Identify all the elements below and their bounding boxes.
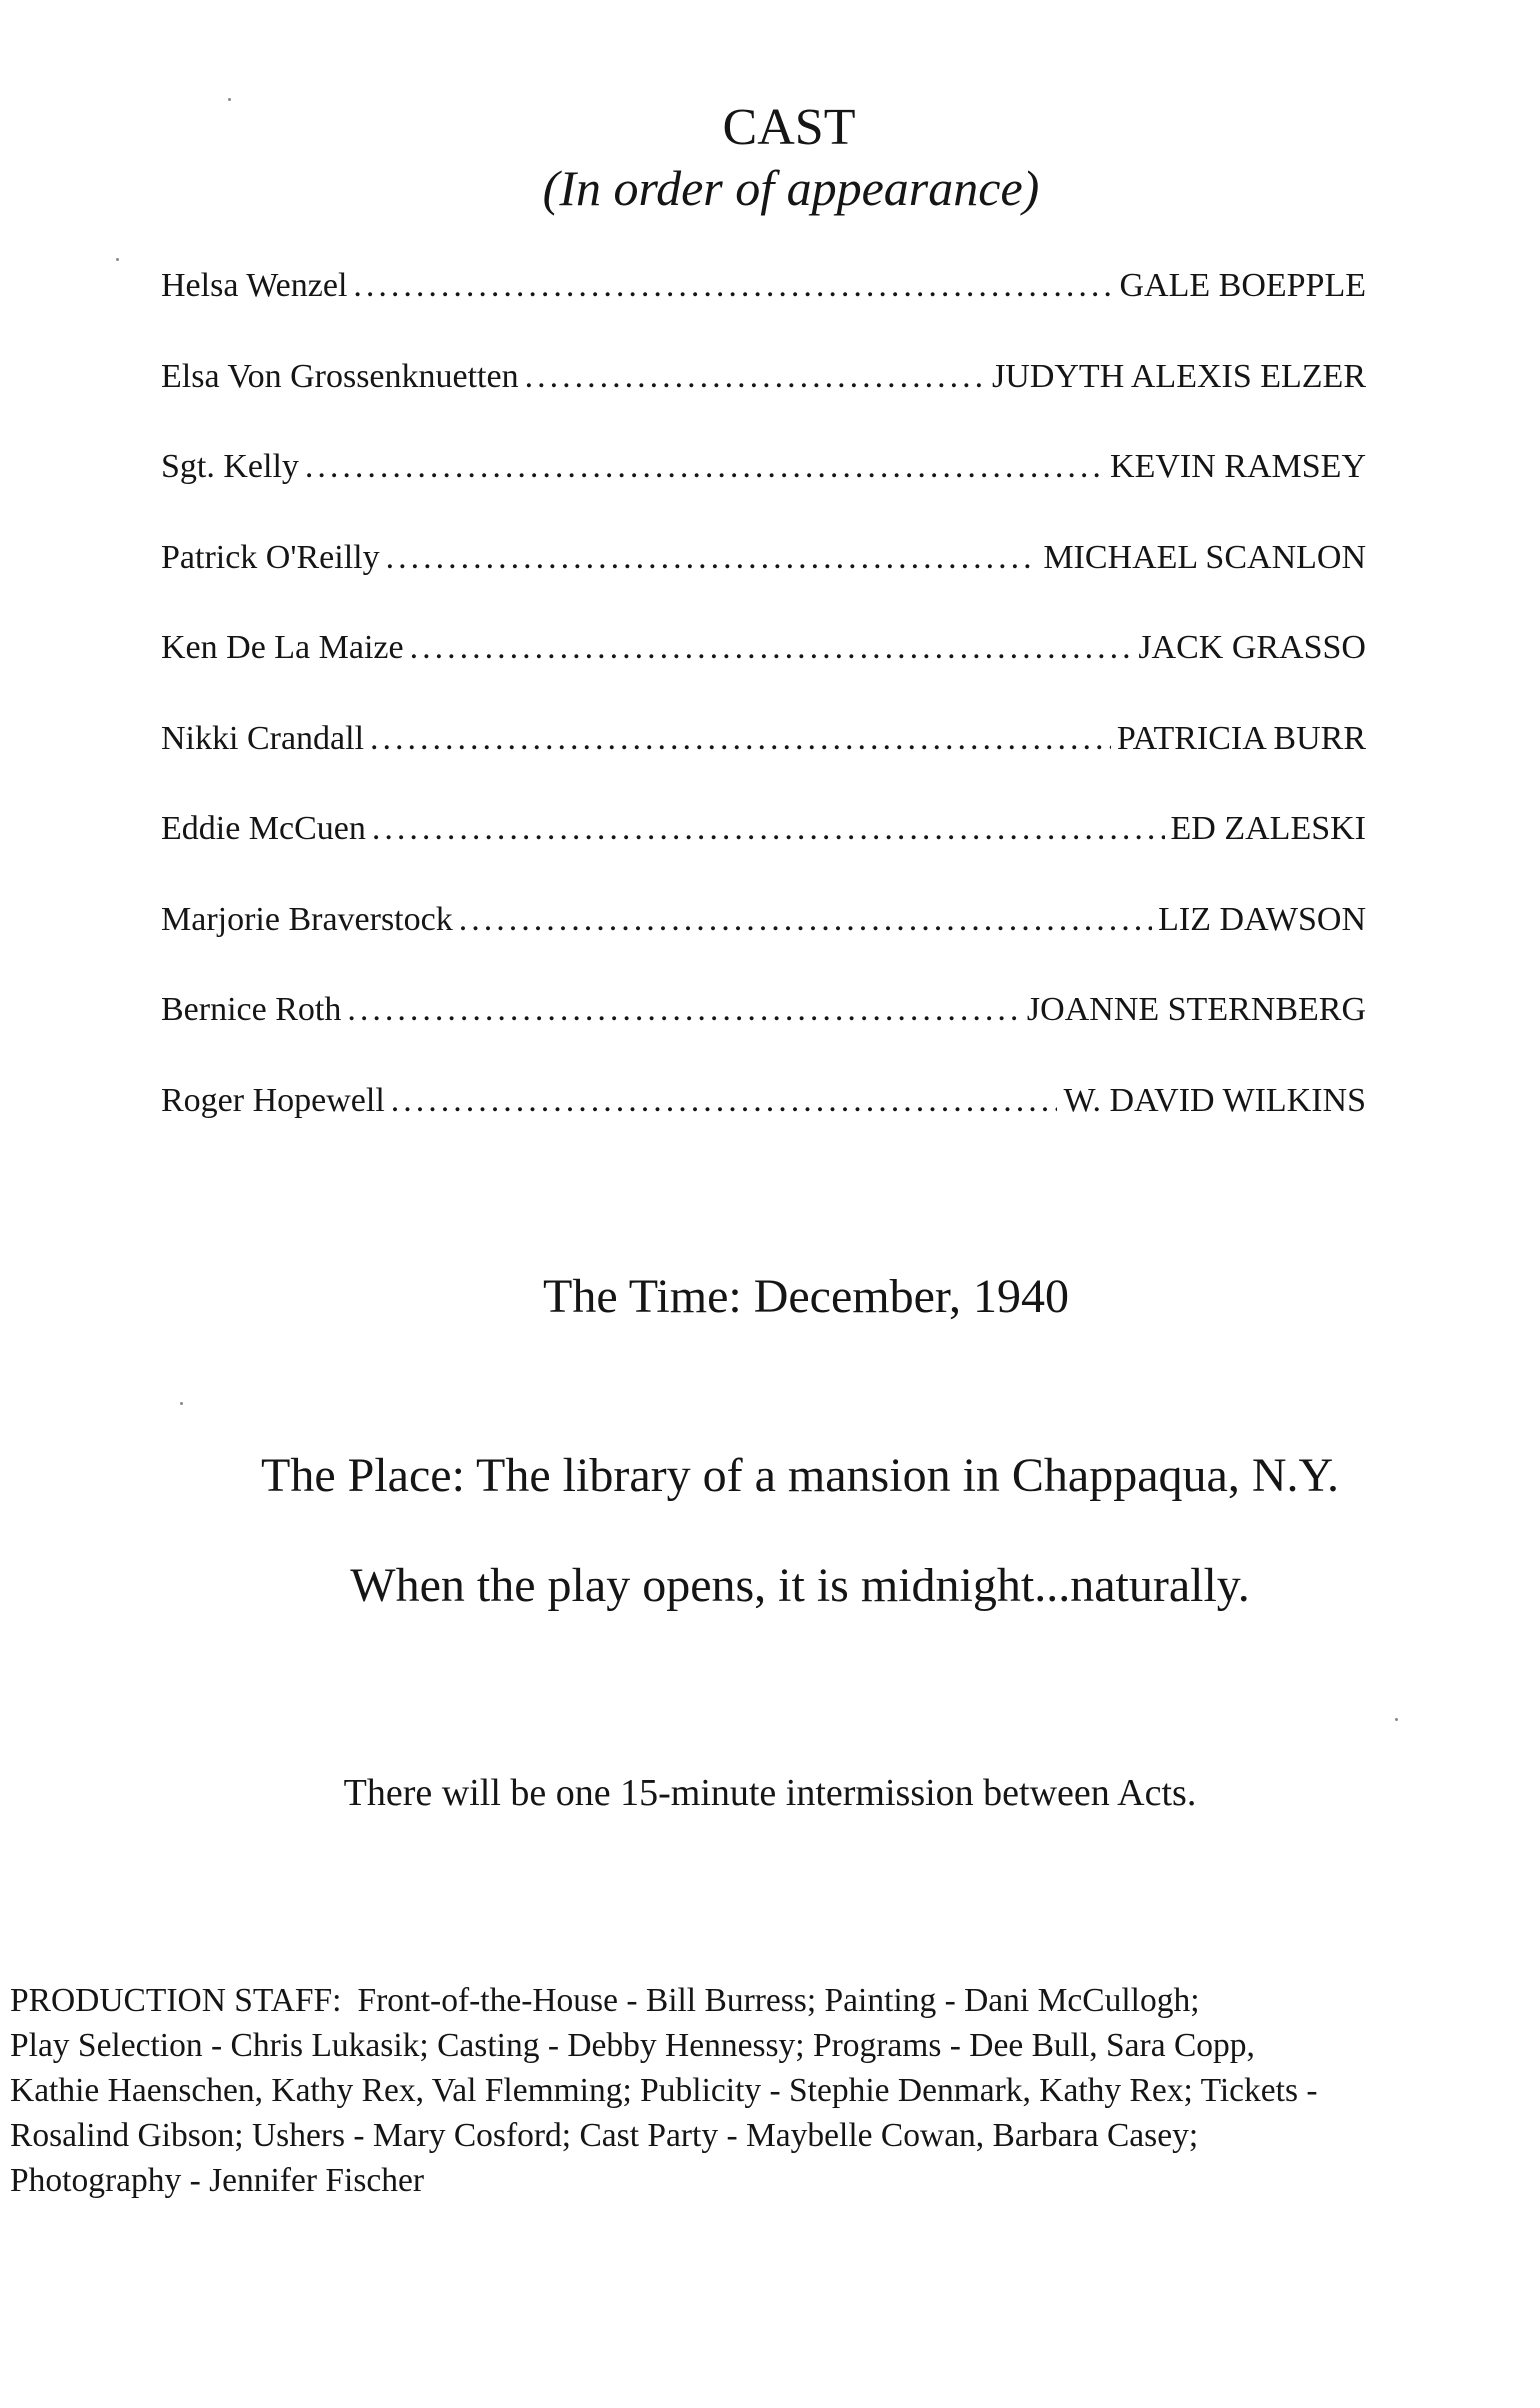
actor-name: JACK GRASSO (1138, 629, 1366, 666)
actor-name: GALE BOEPPLE (1119, 267, 1366, 304)
character-name: Patrick O'Reilly (161, 538, 380, 576)
paper-speck (1395, 1718, 1398, 1721)
dot-leader (525, 349, 986, 405)
cast-row (161, 892, 1366, 983)
dot-leader (391, 1073, 1058, 1129)
actor-name: W. DAVID WILKINS (1063, 1081, 1366, 1119)
dot-leader (459, 892, 1152, 948)
setting-place: The Place: The library of a mansion in Chappaqua, N.Y. (261, 1449, 1339, 1502)
dot-leader (353, 258, 1113, 314)
actor-name: MICHAEL SCANLON (1043, 538, 1366, 576)
dot-leader (305, 439, 1104, 495)
actor-name: PATRICIA BURR (1116, 719, 1366, 757)
setting-opening: When the play opens, it is midnight...naturally. (350, 1559, 1250, 1612)
staff-line-text: Front-of-the-House - Bill Burress; Painting - Dani McCullogh; (357, 1982, 1200, 2019)
staff-line (10, 1978, 1528, 2023)
dot-leader (347, 982, 1021, 1038)
character-name: Ken De La Maize (161, 629, 404, 666)
actor-name: JUDYTH ALEXIS ELZER (992, 357, 1366, 395)
actor-name: ED ZALESKI (1170, 810, 1366, 847)
intermission-note: There will be one 15-minute intermission between Acts. (343, 1772, 1197, 1814)
character-name: Roger Hopewell (161, 1081, 385, 1119)
dot-leader (370, 711, 1111, 767)
dot-leader (386, 530, 1038, 586)
character-name: Helsa Wenzel (161, 267, 348, 304)
cast-row (161, 620, 1366, 711)
cast-row (161, 711, 1366, 802)
actor-name: JOANNE STERNBERG (1026, 991, 1366, 1028)
staff-line: Kathie Haenschen, Kathy Rex, Val Flemming; Publicity - Stephie Denmark, Kathy Rex; Tickets - (10, 2072, 1318, 2109)
staff-line: Play Selection - Chris Lukasik; Casting - Debby Hennessy; Programs - Dee Bull, Sara Copp, (10, 2027, 1255, 2064)
paper-speck (116, 258, 119, 261)
setting-time: The Time: December, 1940 (543, 1270, 1069, 1323)
staff-heading: PRODUCTION STAFF: (10, 1982, 342, 2019)
character-name: Marjorie Braverstock (161, 900, 453, 938)
cast-list (161, 258, 1366, 1163)
cast-row (161, 982, 1366, 1073)
cast-row (161, 530, 1366, 621)
cast-row (161, 439, 1366, 530)
paper-speck (180, 1402, 183, 1405)
character-name: Elsa Von Grossenknuetten (161, 357, 519, 395)
paper-speck (228, 98, 231, 101)
character-name: Nikki Crandall (161, 719, 365, 757)
cast-row (161, 1073, 1366, 1164)
actor-name: KEVIN RAMSEY (1110, 448, 1366, 485)
cast-row (161, 801, 1366, 892)
character-name: Eddie McCuen (161, 810, 366, 847)
cast-subheading: (In order of appearance) (542, 160, 1040, 216)
cast-heading: CAST (722, 99, 856, 156)
dot-leader (410, 620, 1133, 676)
staff-line: Photography - Jennifer Fischer (10, 2162, 425, 2199)
character-name: Bernice Roth (161, 991, 342, 1028)
character-name: Sgt. Kelly (161, 448, 299, 485)
staff-line: Rosalind Gibson; Ushers - Mary Cosford; Cast Party - Maybelle Cowan, Barbara Casey; (10, 2117, 1199, 2154)
cast-row (161, 349, 1366, 440)
cast-row (161, 258, 1366, 349)
actor-name: LIZ DAWSON (1158, 900, 1366, 938)
production-staff (10, 1978, 1528, 2203)
dot-leader (372, 801, 1165, 857)
